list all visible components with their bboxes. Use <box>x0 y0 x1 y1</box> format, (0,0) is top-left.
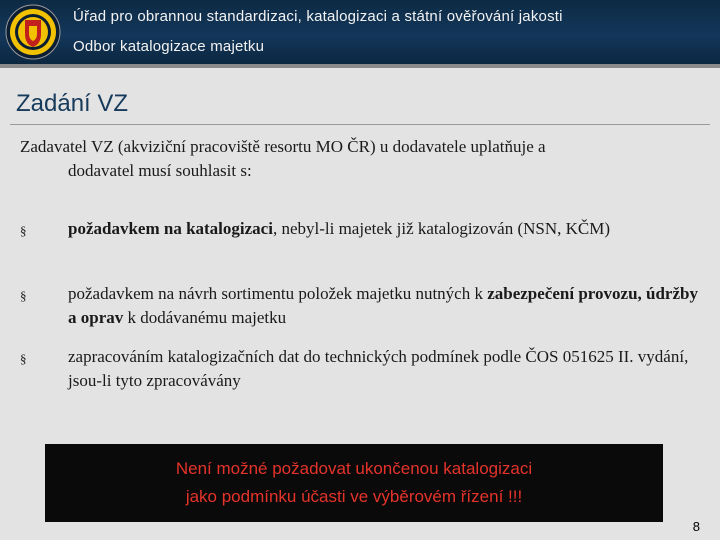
slide-title: Zadání VZ <box>16 90 129 117</box>
bullet-marker: § <box>20 288 27 303</box>
warning-notice-box <box>45 444 663 522</box>
intro-paragraph <box>20 135 700 183</box>
bullet-item-sortiment <box>20 282 700 330</box>
organization-name: Úřad pro obrannou standardizaci, katalogizaci a státní ověřování jakosti <box>73 8 563 25</box>
bullet-item-technicke-podminky <box>20 345 700 393</box>
bullet-bold-text: zabezpečení provozu, údržby a oprav <box>68 284 698 327</box>
bullet-text: zapracováním katalogizačních dat do technických podmínek podle ČOS 051625 II. vydání, jsou-li tyto zpracovávány <box>68 347 689 390</box>
agency-emblem-icon <box>5 4 61 60</box>
bullet-marker: § <box>20 223 27 238</box>
notice-line-2: jako podmínku účasti ve výběrovém řízení !!! <box>185 487 523 506</box>
intro-line-2: dodavatel musí souhlasit s: <box>68 161 252 180</box>
header-bar <box>0 0 720 64</box>
page-number: 8 <box>692 519 700 534</box>
bullet-item-katalogizace <box>20 217 700 241</box>
bullet-text <box>68 217 700 241</box>
intro-line-1: Zadavatel VZ (akviziční pracoviště resortu MO ČR) u dodavatele uplatňuje a <box>20 137 546 156</box>
bullet-text <box>68 282 700 330</box>
bullet-bold-text: požadavkem na katalogizaci <box>68 219 273 238</box>
bullet-regular-text: , nebyl-li majetek již katalogizován (NSN, KČM) <box>272 219 611 238</box>
title-divider <box>10 124 710 125</box>
bullet-tail-text: k dodávanému majetku <box>123 308 287 327</box>
header-divider <box>0 64 720 68</box>
bullet-regular-text: požadavkem na návrh sortimentu položek majetku nutných k <box>68 284 488 303</box>
department-name: Odbor katalogizace majetku <box>73 38 265 55</box>
notice-line-1: Není možné požadovat ukončenou katalogizaci <box>175 459 533 478</box>
bullet-marker: § <box>20 351 27 366</box>
